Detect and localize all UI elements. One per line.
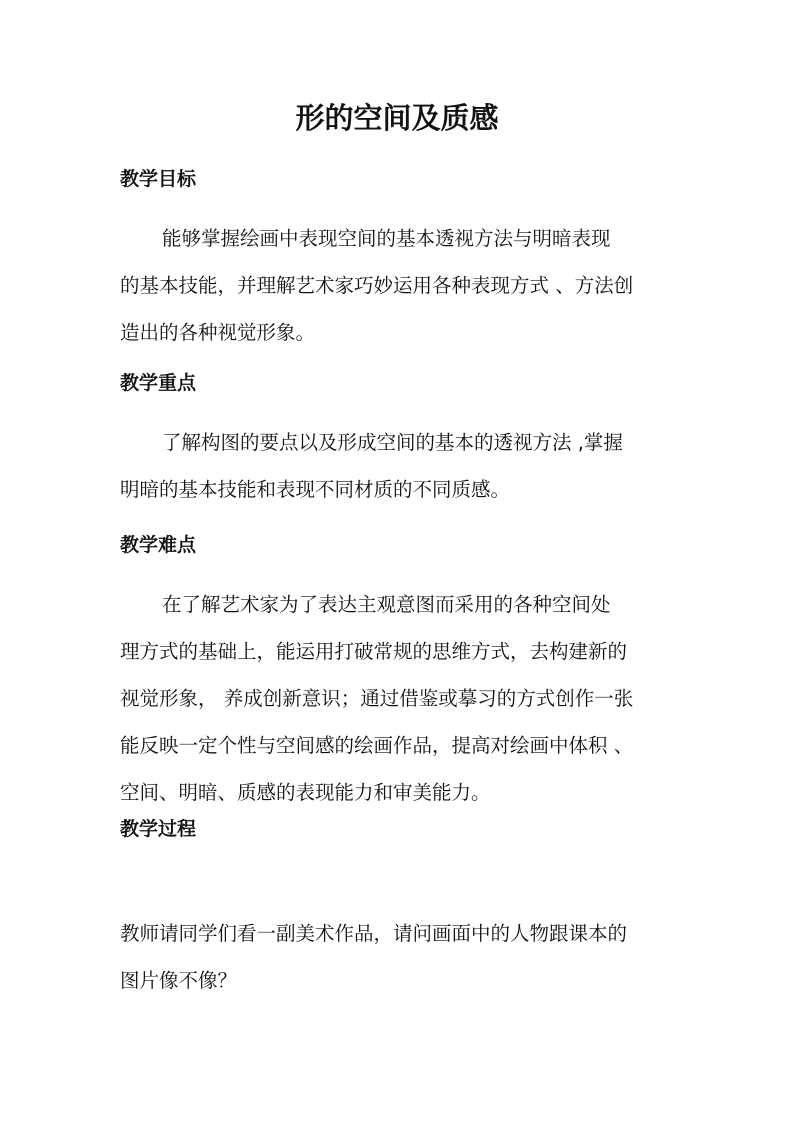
paragraph-line: 图片像不像？	[120, 969, 238, 992]
section-heading-difficulties: 教学难点	[120, 534, 197, 556]
section-heading-objectives: 教学目标	[120, 168, 197, 190]
section-body-process	[120, 910, 680, 1004]
section-body-difficulties	[120, 581, 680, 816]
paragraph-line: 的基本技能，并理解艺术家巧妙运用各种表现方式 、方法创	[120, 274, 634, 297]
paragraph-line: 在了解艺术家为了表达主观意图而采用的各种空间处	[162, 593, 611, 616]
paragraph-line: 了解构图的要点以及形成空间的基本的透视方法 ,掌握	[162, 431, 623, 454]
paragraph-line: 教师请同学们看一副美术作品，请问画面中的人物跟课本的	[120, 922, 628, 945]
document-title: 形的空间及质感	[295, 101, 499, 135]
paragraph-line: 明暗的基本技能和表现不同材质的不同质感。	[120, 478, 511, 501]
paragraph-line: 空间、明暗、质感的表现能力和审美能力。	[120, 781, 491, 804]
section-heading-key-points: 教学重点	[120, 372, 197, 394]
paragraph-line: 理方式的基础上，能运用打破常规的思维方式，去构建新的	[120, 640, 628, 663]
section-heading-process: 教学过程	[120, 818, 197, 840]
paragraph-line: 视觉形象， 养成创新意识；通过借鉴或摹习的方式创作一张	[120, 687, 634, 710]
paragraph-line: 能反映一定个性与空间感的绘画作品，提高对绘画中体积 、	[120, 734, 634, 757]
section-body-key-points	[120, 419, 680, 513]
section-body-objectives	[120, 215, 680, 356]
paragraph-line: 能够掌握绘画中表现空间的基本透视方法与明暗表现	[162, 227, 611, 250]
paragraph-line: 造出的各种视觉形象。	[120, 321, 316, 344]
